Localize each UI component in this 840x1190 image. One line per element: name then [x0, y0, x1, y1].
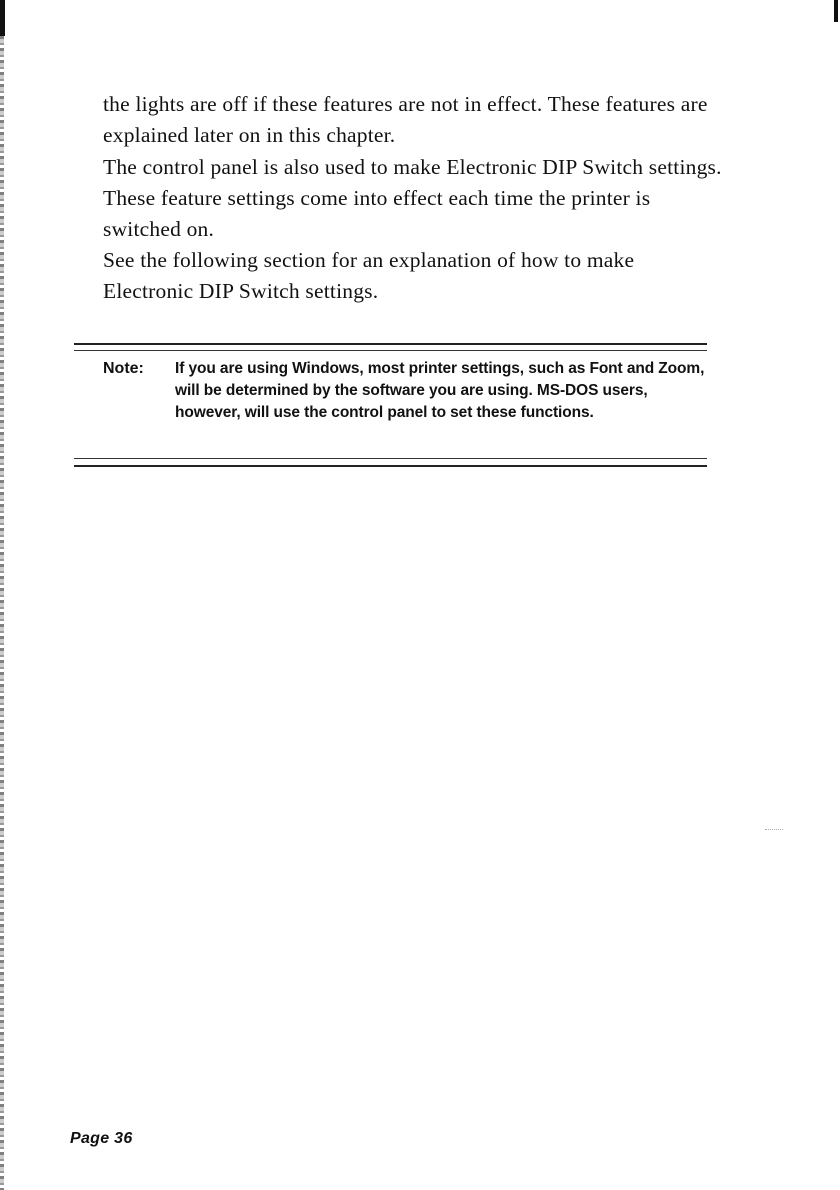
- page-number: Page 36: [70, 1130, 133, 1147]
- note-rule-bottom-thin: [74, 458, 707, 459]
- body-paragraph-1: [103, 89, 723, 151]
- paragraph-text: The control panel is also used to make Electronic DIP Switch settings. These feature settings come into effect each time the printer is switched on.: [103, 155, 722, 241]
- note-rule-top-thin: [74, 350, 707, 351]
- note-rule-bottom-thick: [74, 465, 707, 467]
- body-paragraph-3: [103, 245, 723, 307]
- note-label: Note:: [103, 360, 144, 377]
- paragraph-text: See the following section for an explanation of how to make Electronic DIP Switch settings.: [103, 248, 635, 303]
- note-text: If you are using Windows, most printer settings, such as Font and Zoom, will be determined by the software you are using. MS-DOS users, however, will use the control panel to set these functions.: [175, 360, 705, 421]
- note-rule-top-thick: [74, 343, 707, 345]
- body-paragraph-2: [103, 152, 723, 245]
- scan-edge-artifact: [0, 0, 4, 1190]
- scan-mark-right: [834, 0, 838, 22]
- scan-mark-left: [0, 0, 5, 36]
- scan-speck: [765, 829, 783, 831]
- paragraph-text: the lights are off if these features are not in effect. These features are explained later on in this chapter.: [103, 92, 708, 147]
